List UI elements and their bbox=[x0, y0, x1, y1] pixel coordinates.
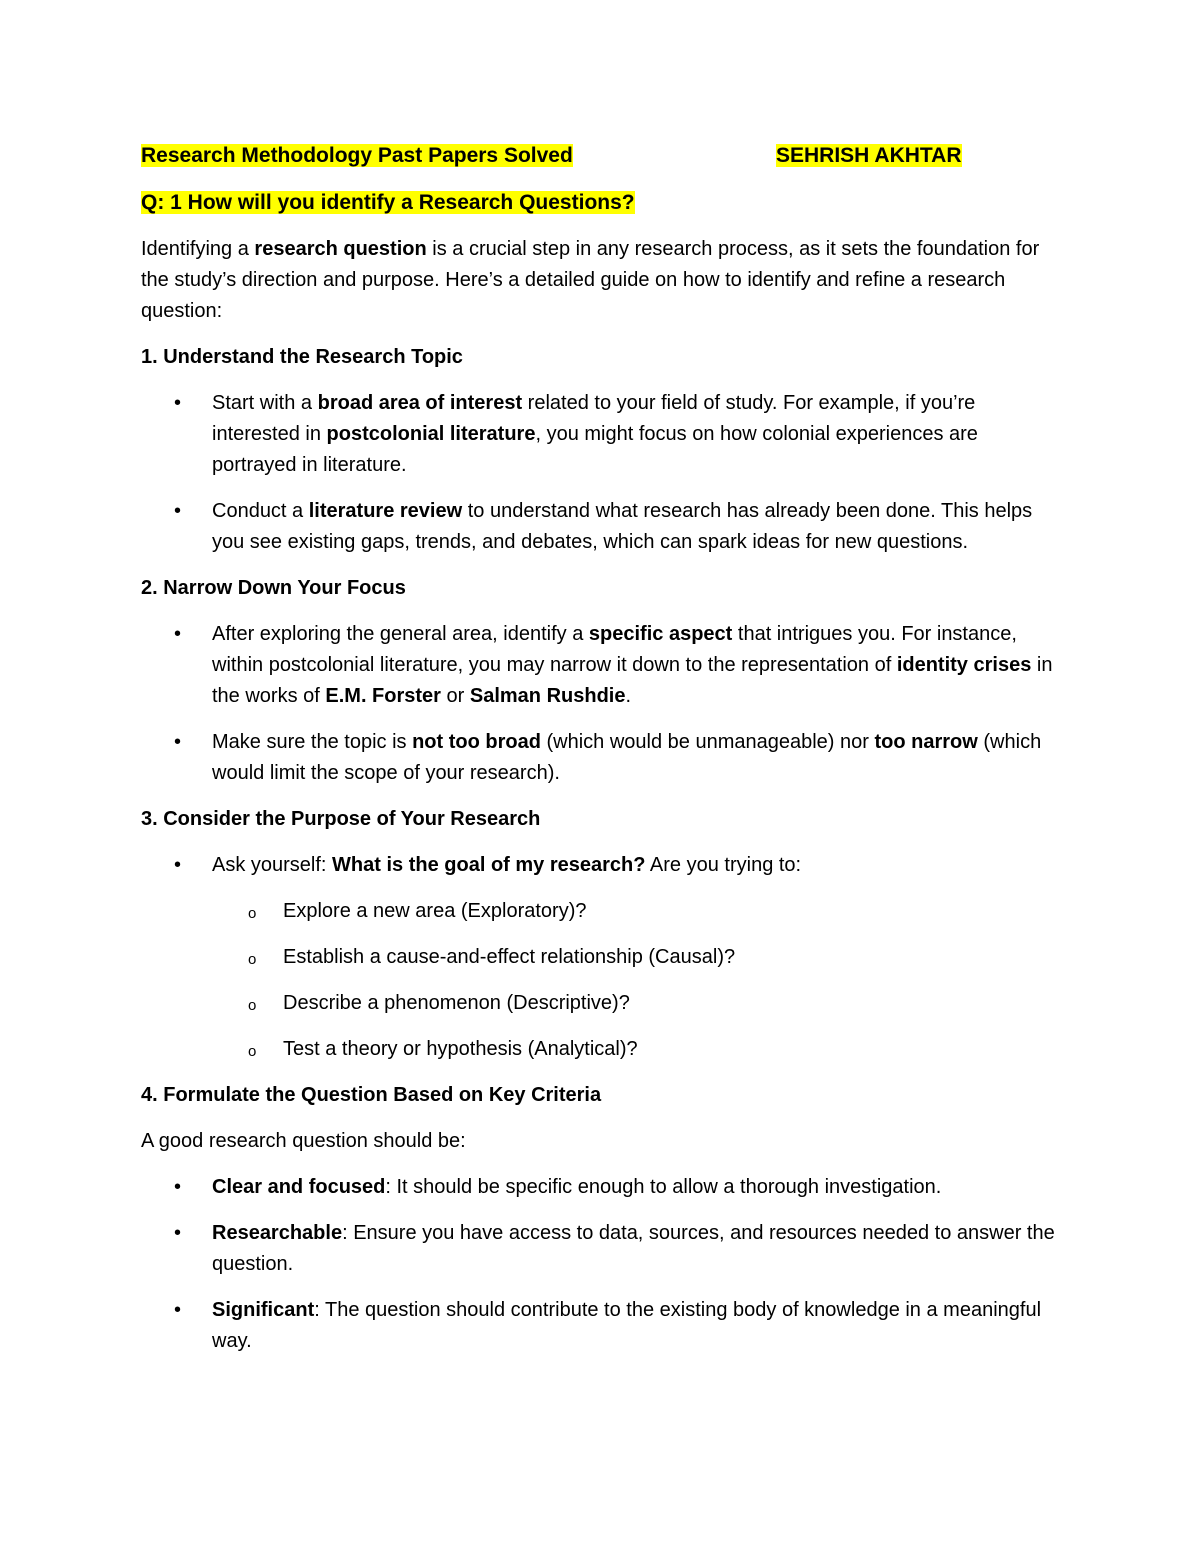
section-heading: 3. Consider the Purpose of Your Research bbox=[141, 808, 541, 830]
list-item: • Researchable: Ensure you have access to data, sources, and resources needed to answer the question. bbox=[212, 1218, 1066, 1280]
list-item: • Ask yourself: What is the goal of my research? Are you trying to: bbox=[212, 850, 1066, 881]
section-heading: 4. Formulate the Question Based on Key Criteria bbox=[141, 1084, 602, 1106]
sub-list-wrapper bbox=[141, 896, 1066, 1065]
bullet-list bbox=[141, 850, 1066, 881]
sub-list-item: o Describe a phenomenon (Descriptive)? bbox=[283, 988, 1066, 1019]
sub-list-item: o Establish a cause-and-effect relationship (Causal)? bbox=[283, 942, 1066, 973]
sub-list-item: o Test a theory or hypothesis (Analytical)? bbox=[283, 1034, 1066, 1065]
sub-bullet-list bbox=[212, 896, 1066, 1065]
list-item: • Clear and focused: It should be specific enough to allow a thorough investigation. bbox=[212, 1172, 1066, 1203]
intro-paragraph: Identifying a research question is a crucial step in any research process, as it sets the foundation for the study’s direction and purpose. Here’s a detailed guide on how to identify and refine a research question: bbox=[141, 238, 1040, 322]
document-title: Research Methodology Past Papers Solved bbox=[141, 144, 573, 167]
bullet-list bbox=[141, 1172, 1066, 1357]
list-item: • Make sure the topic is not too broad (which would be unmanageable) nor too narrow (which would limit the scope of your research). bbox=[212, 727, 1066, 789]
list-item: • Conduct a literature review to understand what research has already been done. This helps you see existing gaps, trends, and debates, which can spark ideas for new questions. bbox=[212, 496, 1066, 558]
section-lead: A good research question should be: bbox=[141, 1130, 466, 1152]
author-name: SEHRISH AKHTAR bbox=[776, 144, 962, 167]
list-item: • Significant: The question should contribute to the existing body of knowledge in a meaningful way. bbox=[212, 1295, 1066, 1357]
sub-list-container bbox=[212, 896, 1066, 1065]
sub-list-item: o Explore a new area (Exploratory)? bbox=[283, 896, 1066, 927]
section-heading: 2. Narrow Down Your Focus bbox=[141, 577, 406, 599]
section-heading: 1. Understand the Research Topic bbox=[141, 346, 463, 368]
bullet-list bbox=[141, 619, 1066, 789]
list-item: • After exploring the general area, identify a specific aspect that intrigues you. For instance, within postcolonial literature, you may narrow it down to the representation of identity crises in the works of E.M. Forster or Salman Rushdie. bbox=[212, 619, 1066, 712]
list-item: • Start with a broad area of interest related to your field of study. For example, if you’re interested in postcolonial literature, you might focus on how colonial experiences are portrayed in literature. bbox=[212, 388, 1066, 481]
bullet-list bbox=[141, 388, 1066, 558]
question-heading: Q: 1 How will you identify a Research Questions? bbox=[141, 191, 635, 214]
document-body bbox=[141, 234, 1066, 1372]
